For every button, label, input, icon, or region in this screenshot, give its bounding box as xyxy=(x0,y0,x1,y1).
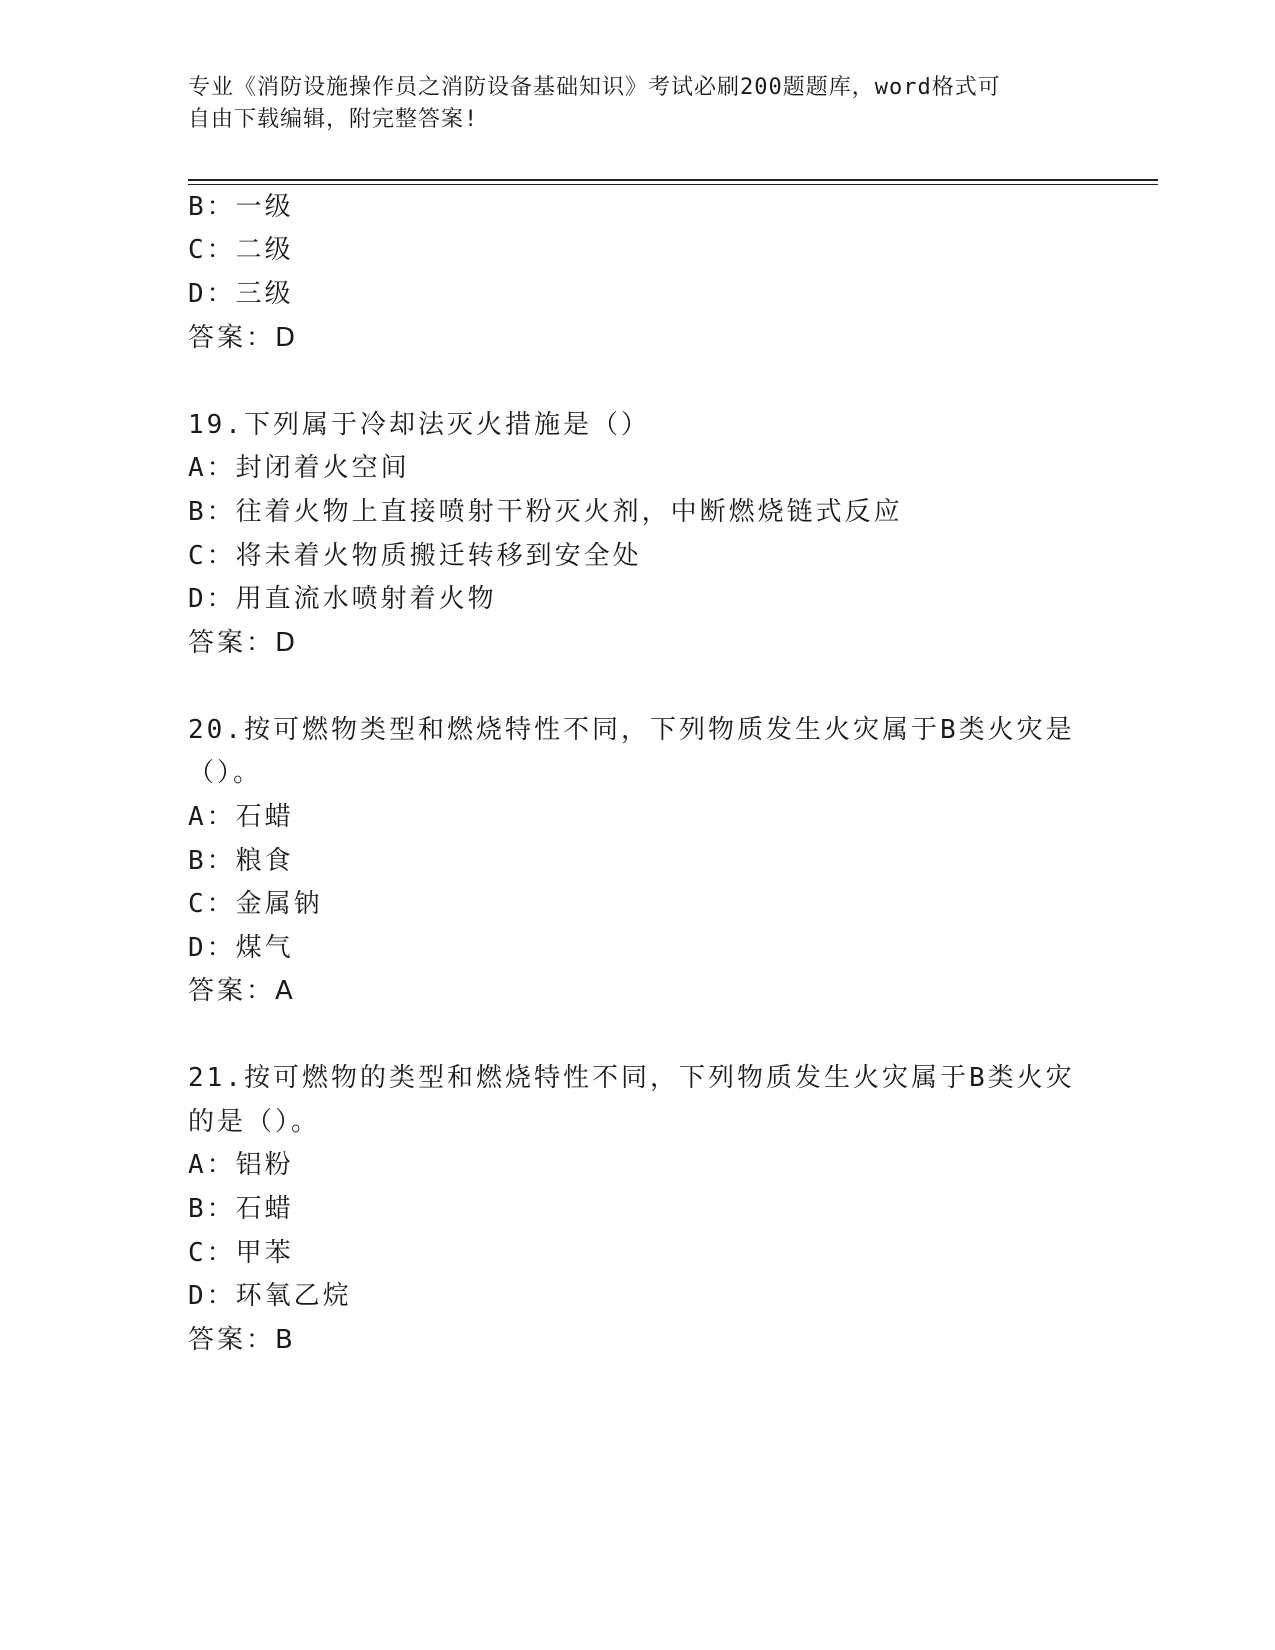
q21-option-a: A：铝粉 xyxy=(188,1150,294,1180)
q20-option-a: A：石蜡 xyxy=(188,802,294,832)
q20-question-line-2: （）。 xyxy=(188,758,263,788)
q19-answer: 答案：D xyxy=(188,628,299,658)
q21-question-line-1: 21.按可燃物的类型和燃烧特性不同，下列物质发生火灾属于B类火灾 xyxy=(188,1063,1075,1093)
q19-option-b: B：往着火物上直接喷射干粉灭火剂，中断燃烧链式反应 xyxy=(188,497,903,527)
header-divider-thin xyxy=(188,184,1158,185)
q20-option-c: C：金属钠 xyxy=(188,889,323,919)
q19-question: 19.下列属于冷却法灭火措施是（） xyxy=(188,410,650,440)
q20-option-b: B：粮食 xyxy=(188,846,294,876)
q21-option-d: D：环氧乙烷 xyxy=(188,1281,352,1311)
q18-option-d: D：三级 xyxy=(188,279,294,309)
q18-answer: 答案：D xyxy=(188,323,299,353)
q19-option-a: A：封闭着火空间 xyxy=(188,453,410,483)
header-line-1: 专业《消防设施操作员之消防设备基础知识》考试必刷200题题库，word格式可 xyxy=(188,75,1001,100)
q18-option-b: B：一级 xyxy=(188,192,294,222)
header-line-2: 自由下载编辑，附完整答案! xyxy=(188,107,479,132)
q21-option-b: B：石蜡 xyxy=(188,1194,294,1224)
q21-answer: 答案：B xyxy=(188,1325,296,1355)
q20-answer: 答案：A xyxy=(188,976,296,1006)
document-header xyxy=(188,72,1088,136)
q20-option-d: D：煤气 xyxy=(188,933,294,963)
q19-option-d: D：用直流水喷射着火物 xyxy=(188,584,497,614)
q19-option-c: C：将未着火物质搬迁转移到安全处 xyxy=(188,541,642,571)
q21-question-line-2: 的是（）。 xyxy=(188,1107,321,1137)
q18-option-c: C：二级 xyxy=(188,235,294,265)
header-divider-thick xyxy=(188,179,1158,181)
q21-option-c: C：甲苯 xyxy=(188,1238,294,1268)
q20-question-line-1: 20.按可燃物类型和燃烧特性不同，下列物质发生火灾属于B类火灾是 xyxy=(188,715,1075,745)
